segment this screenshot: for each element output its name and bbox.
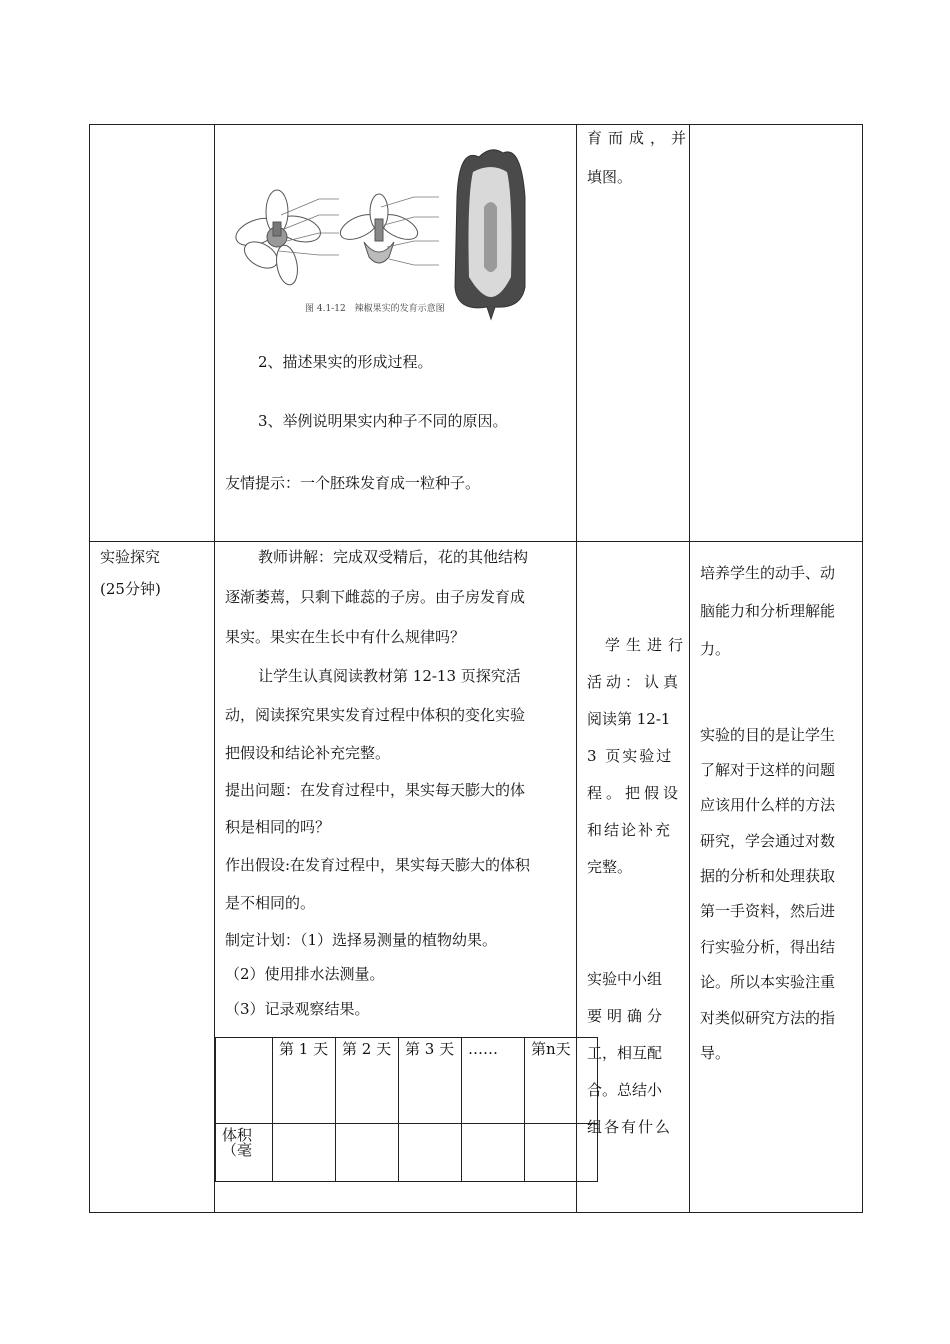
table-header-cell: 第n天 [525,1038,598,1124]
section-title: 实验探究 [100,548,161,566]
text-line: 填图。 [587,168,633,186]
text-line: 果实。果实在生长中有什么规律吗？ [225,628,466,646]
text-line: 学生进行 [605,636,690,654]
text-line: 据的分析和处理获取 [700,867,836,885]
text-line: 第一手资料，然后进 [700,902,836,920]
text-line: 要明确分 [587,1007,668,1025]
cell-empty [90,125,215,542]
text-line: 论。所以本实验注重 [700,973,836,991]
text-line: 研究，学会通过对数 [700,832,836,850]
cell-section-title [90,542,215,1213]
text-line: 程。把假设 [587,784,683,802]
table-row [216,1124,598,1182]
text-line: 实验中小组 [587,970,663,988]
figure-caption: 图 4.1-12 辣椒果实的发育示意图 [305,304,445,314]
text-line: 育而成，并 [587,129,693,147]
text-line: 力。 [700,640,731,658]
table-header-cell: 第 2 天 [336,1038,399,1124]
text-line: 完整。 [587,858,633,876]
table-row-label: 体积（毫 [216,1124,273,1182]
observation-record-table [215,1037,598,1182]
text-line: 是不相同的。 [225,894,316,912]
flower-section-icon [337,194,422,263]
text-line: 实验的目的是让学生 [700,726,836,744]
cell-content [215,125,577,542]
question-item: 2、描述果实的形成过程。 [258,353,433,371]
pepper-fruit-development-figure [229,137,559,327]
table-cell [273,1124,336,1182]
table-row [90,125,863,542]
hint-text: 友情提示：一个胚珠发育成一粒种子。 [225,474,481,492]
table-cell [336,1124,399,1182]
text-line: 组各有什么 [587,1118,673,1136]
text-line: 3 页实验过 [587,747,674,765]
text-line: 和结论补充 [587,821,673,839]
text-line: 积是相同的吗？ [225,818,331,836]
text-line: 活动：认真 [587,673,683,691]
text-line: 作出假设:在发育过程中，果实每天膨大的体积 [225,856,531,874]
text-line: 逐渐萎蔫，只剩下雌蕊的子房。由子房发育成 [225,588,526,606]
text-line: 了解对于这样的问题 [700,761,836,779]
pepper-fruit-icon [455,150,525,319]
flower-icon [232,190,323,286]
table-header-cell [216,1038,273,1124]
text-line: 合。总结小 [587,1081,663,1099]
table-row [90,542,863,1213]
cell-design-intent [690,542,863,1213]
text-line: 把假设和结论补充完整。 [225,744,391,762]
cell-student-activity [577,125,693,542]
text-line: （3）记录观察结果。 [225,1000,370,1018]
table-header-cell: …… [462,1038,525,1124]
text-line: 应该用什么样的方法 [700,796,836,814]
table-header-cell: 第 1 天 [273,1038,336,1124]
text-line: 提出问题：在发育过程中，果实每天膨大的体 [225,781,526,799]
cell-student-activity [577,542,690,1213]
section-time: (25分钟) [100,580,161,598]
table-cell [399,1124,462,1182]
text-line: 让学生认真阅读教材第 12-13 页探究活 [258,667,521,685]
table-cell [462,1124,525,1182]
table-header-cell: 第 3 天 [399,1038,462,1124]
question-item: 3、举例说明果实内种子不同的原因。 [258,412,508,430]
text-line: 行实验分析，得出结 [700,938,836,956]
text-line: 脑能力和分析理解能 [700,602,836,620]
text-line: 对类似研究方法的指 [700,1009,836,1027]
text-line: 阅读第 12-1 [587,710,671,728]
text-line: 工，相互配 [587,1044,663,1062]
text-line: 培养学生的动手、动 [700,564,836,582]
table-row [216,1038,598,1124]
text-line: 导。 [700,1044,731,1062]
text-line: （2）使用排水法测量。 [225,965,385,983]
cell-empty [690,125,863,542]
lesson-plan-table [89,124,863,1213]
text-line: 教师讲解：完成双受精后，花的其他结构 [258,548,529,566]
cell-teacher-activity [215,542,577,1213]
text-line: 制定计划：（1）选择易测量的植物幼果。 [225,931,498,949]
text-line: 动，阅读探究果实发育过程中体积的变化实验 [225,706,526,724]
